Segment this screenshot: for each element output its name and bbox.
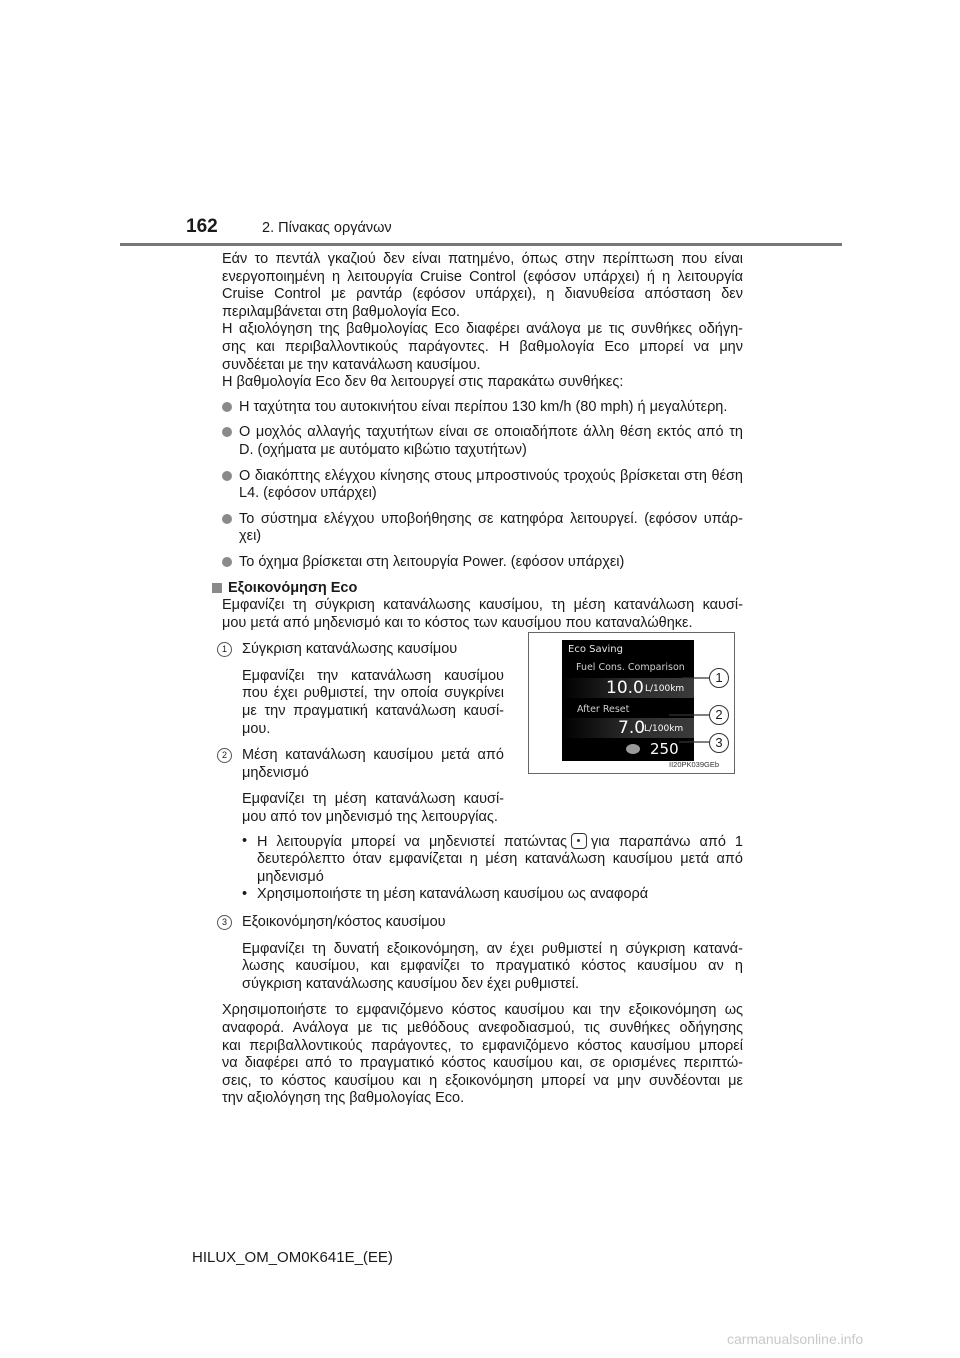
eco-saving-figure: [528, 632, 735, 774]
cost-value: 250: [650, 740, 679, 758]
bullet-icon: [222, 471, 232, 481]
intro-paragraph-3: Η βαθμολογία Eco δεν θα λειτουργεί στις παρακάτω συνθήκες:: [222, 374, 624, 391]
comparison-label: Fuel Cons. Comparison: [576, 662, 685, 673]
page-number: 162: [186, 216, 218, 237]
item-1-description: [222, 668, 504, 738]
callout-2: 2: [709, 705, 729, 725]
text-line: αναφορά. Ανάλογα με τις μεθόδους ανεφοδιασμού, τις συνθήκες οδήγησης: [222, 1019, 743, 1036]
text-line: μου.: [242, 720, 271, 737]
text-line: Μέση κατανάλωση καυσίμου μετά από: [242, 747, 504, 764]
number-circle-3: 3: [217, 915, 232, 930]
text-line: την αξιολόγηση της βαθμολογίας Eco.: [222, 1090, 465, 1107]
bullet-icon: [222, 427, 232, 437]
bullet-icon: [222, 402, 232, 412]
item-2-notes: [222, 833, 743, 904]
conditions-list: [222, 399, 743, 572]
text-line: Εμφανίζει τη μέση κατανάλωση καυσί-: [242, 791, 504, 808]
text-line: Η αξιολόγηση της βαθμολογίας Eco διαφέρει ανάλογα με τις συνθήκες οδήγη-: [222, 321, 743, 338]
list-item: Η ταχύτητα του αυτοκινήτου είναι περίπου 130 km/h (80 mph) ή μεγαλύτερη.: [222, 399, 743, 417]
number-circle-2: 2: [217, 748, 232, 763]
item-3-title: 3 Εξοικονόμηση/κόστος καυσίμου: [222, 914, 743, 932]
callout-lines: [529, 633, 734, 773]
after-reset-value: 7.0: [618, 718, 646, 738]
button-icon: [571, 833, 587, 849]
item-3-description: [222, 941, 743, 994]
text-line: σεις, το κόστος καυσίμου και η εξοικονόμηση μπορεί να μην συνδέονται με: [222, 1072, 743, 1089]
display-title: Eco Saving: [568, 644, 623, 655]
text-line: Εμφανίζει τη σύγκριση κατανάλωσης καυσίμου, τη μέση κατανάλωση καυσί-: [222, 597, 743, 614]
text-line: μηδενισμό: [242, 764, 309, 781]
note-item: • Η λειτουργία μπορεί να μηδενιστεί πατώντας για παραπάνω από 1 δευτερόλεπτο όταν εμφανίζεται η μέση κατανάλωση καυσίμου μετά από μηδενισμό: [242, 832, 743, 885]
intro-paragraph-1: [222, 251, 743, 321]
list-item: Το όχημα βρίσκεται στη λειτουργία Power. (εφόσον υπάρχει): [222, 554, 743, 572]
number-circle-1: 1: [217, 642, 232, 657]
item-2-title: [222, 747, 504, 782]
watermark: carmanualsonline.info: [727, 1331, 864, 1347]
comparison-unit: L/100km: [645, 684, 685, 694]
text-line: Χρησιμοποιήστε το εμφανιζόμενο κόστος καυσίμου και την εξοικονόμηση ως: [222, 1002, 743, 1019]
callout-3: 3: [709, 733, 729, 753]
text-line: περιλαμβάνεται στη βαθμολογία Eco.: [222, 303, 460, 320]
text-line: και περιβαλλοντικούς παράγοντες, το εμφανιζόμενο κόστος καυσίμου μπορεί: [222, 1037, 743, 1054]
bullet-icon: [222, 557, 232, 567]
text-line: συνδέεται με την κατανάλωση καυσίμου.: [222, 356, 481, 373]
text-line: ενεργοποιημένη η λειτουργία Cruise Control (εφόσον υπάρχει) ή η λειτουργία: [222, 268, 743, 285]
text-line: μου μετά από μηδενισμό και το κόστος των καυσίμου που καταναλώθηκε.: [222, 614, 693, 631]
items-left-column: [222, 641, 504, 826]
text-line: Εάν το πεντάλ γκαζιού δεν είναι πατημένο, όπως στην περίπτωση που είναι: [222, 251, 743, 267]
bullet-icon: [222, 514, 232, 524]
note-item: • Χρησιμοποιήστε τη μέση κατανάλωση καυσίμου ως αναφορά: [242, 886, 649, 903]
comparison-value: 10.0: [606, 678, 644, 698]
text-line: Εμφανίζει τη δυνατή εξοικονόμηση, αν έχει ρυθμιστεί η σύγκριση κατανά-: [242, 940, 743, 957]
text-line: να διαφέρει από το πραγματικό κόστος καυσίμου και, σε ορισμένες περιπτώ-: [222, 1055, 743, 1072]
list-item: Ο διακόπτης ελέγχου κίνησης στους μπροστινούς τροχούς βρίσκεται στη θέση L4. (εφόσον υπάρχει): [222, 468, 743, 503]
text-line: μου από τον μηδενισμό της λειτουργίας.: [242, 809, 498, 826]
after-reset-unit: L/100km: [644, 724, 684, 734]
text-line: σύγκριση κατανάλωσης καυσίμου δεν έχει ρυθμιστεί.: [242, 975, 580, 992]
text-line: Cruise Control με ραντάρ (εφόσον υπάρχει), η διανυθείσα απόσταση δεν: [222, 286, 743, 303]
manual-code: HILUX_OM_OM0K641E_(EE): [192, 1249, 393, 1266]
section-title: 2. Πίνακας οργάνων: [262, 220, 392, 236]
callout-1: 1: [709, 668, 729, 688]
header-rule: [120, 243, 842, 246]
list-item: Ο μοχλός αλλαγής ταχυτήτων είναι σε οποιαδήποτε άλλη θέση εκτός από τη D. (οχήματα με αυτόματο κιβώτιο ταχυτήτων): [222, 424, 743, 459]
eco-saving-intro: [222, 597, 743, 632]
text-line: λωσης καυσίμου, και εμφανίζει το πραγματικό κόστος καυσίμου αν η: [242, 958, 743, 975]
after-reset-label: After Reset: [577, 704, 630, 715]
list-item: Το σύστημα ελέγχου υποβοήθησης σε κατηφόρα λειτουργεί. (εφόσον υπάρ- χει): [222, 511, 743, 546]
figure-code: II20PK039GEb: [669, 760, 720, 769]
square-bullet-icon: [212, 583, 222, 593]
text-line: που έχει ρυθμιστεί, την οποία συγκρίνει: [242, 685, 504, 702]
item-2-description: [222, 791, 504, 826]
text-line: Εμφανίζει την κατανάλωση καυσίμου: [242, 667, 504, 684]
text-line: σης και περιβαλλοντικούς παράγοντες. Η βαθμολογία Eco μπορεί να μην: [222, 338, 743, 355]
final-paragraph: [222, 1002, 743, 1108]
text-line: με την πραγματική κατανάλωση καυσί-: [242, 703, 504, 720]
intro-paragraph-2: [222, 321, 743, 374]
eco-saving-heading: Εξοικονόμηση Eco: [212, 580, 743, 598]
item-1-title: 1 Σύγκριση κατανάλωσης καυσίμου: [222, 641, 504, 659]
